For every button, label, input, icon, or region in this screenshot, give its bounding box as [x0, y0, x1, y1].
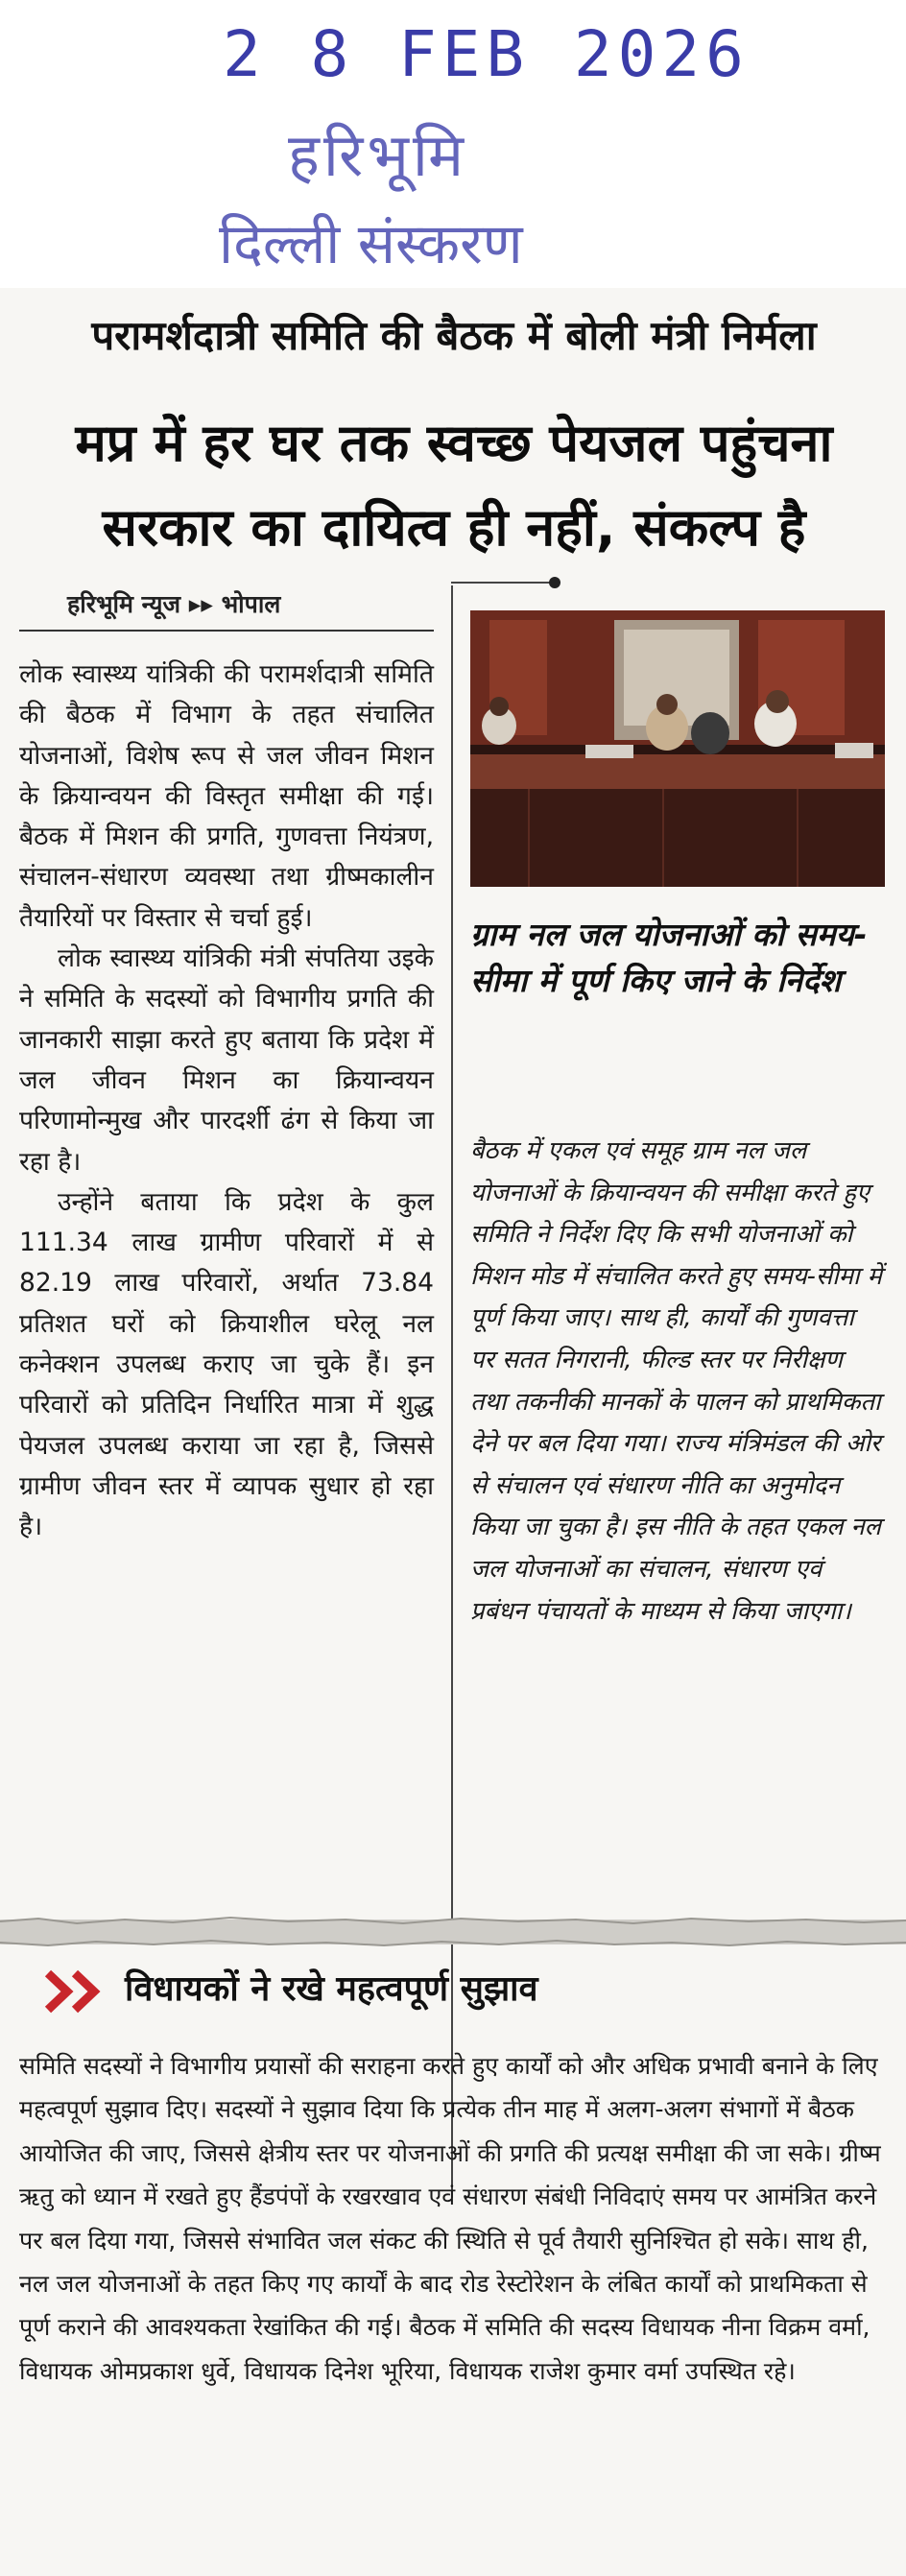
column-rule-dot	[549, 577, 560, 588]
meeting-photo	[470, 610, 885, 887]
byline-rule	[19, 630, 434, 632]
double-chevron-icon	[42, 1968, 109, 2015]
box-heading: विधायकों ने रखे महत्वपूर्ण सुझाव	[125, 1969, 538, 2009]
column-rule-top	[451, 582, 555, 584]
torn-paper-band	[0, 1910, 906, 1954]
left-paragraph-2: लोक स्वास्थ्य यांत्रिकी मंत्री संपतिया उइके ने समिति के सदस्यों को विभागीय प्रगति की जानकारी साझा करते हुए बताया कि प्रदेश में जल जीवन मिशन का क्रियान्वयन परिणामोन्मुख और पारदर्शी ढंग से किया जा रहा है।	[19, 943, 434, 1177]
box-body	[19, 2044, 887, 2393]
stamp-edition: दिल्ली संस्करण	[219, 211, 523, 276]
left-paragraph-3: उन्होंने बताया कि प्रदेश के कुल 111.34 लाख ग्रामीण परिवारों में से 82.19 लाख परिवारों, अर्थात 73.84 प्रतिशत घरों को क्रियाशील घरेलू नल कनेक्शन उपलब्ध कराए जा चुके हैं। इन परिवारों को प्रतिदिन निर्धारित मात्रा में शुद्ध पेयजल उपलब्ध कराया जा रहा है, जिससे ग्रामीण जीवन स्तर में व्यापक सुधार हो रहा है।	[19, 1186, 434, 1542]
article-byline: हरिभूमि न्यूज ▸▸ भोपाल	[67, 590, 281, 618]
sidebar-subheading: ग्राम नल जल योजनाओं को समय-सीमा में पूर्ण किए जाने के निर्देश	[470, 916, 868, 999]
right-paragraph: बैठक में एकल एवं समूह ग्राम नल जल योजनाओं के क्रियान्वयन की समीक्षा करते हुए समिति ने निर्देश दिए कि सभी योजनाओं को मिशन मोड में संचालित करते हुए समय-सीमा में पूर्ण किया जाए। साथ ही, कार्यों की गुणवत्ता पर सतत निगरानी, फील्ड स्तर पर निरीक्षण तथा तकनीकी मानकों के पालन को प्राथमिकता देने पर बल दिया गया। राज्य मंत्रिमंडल की ओर से संचालन एवं संधारण नीति का अनुमोदन किया जा चुका है। इस नीति के तहत एकल नल जल योजनाओं का संचालन, संधारण एवं प्रबंधन पंचायतों के माध्यम से किया जाएगा।	[470, 1136, 882, 1626]
meeting-photo-illustration	[470, 610, 885, 887]
newspaper-clipping	[0, 288, 906, 2576]
headline-line-1: मप्र में हर घर तक स्वच्छ पेयजल पहुंचना	[75, 413, 833, 473]
article-headline	[17, 401, 891, 570]
left-paragraph-1: लोक स्वास्थ्य यांत्रिकी की परामर्शदात्री समिति की बैठक में विभाग के तहत संचालित योजनाओं, विशेष रूप से जल जीवन मिशन के क्रियान्वयन की विस्तृत समीक्षा की गई। बैठक में मिशन की प्रगति, गुणवत्ता नियंत्रण, संचालन-संधारण व्यवस्था तथा ग्रीष्मकालीन तैयारियों पर विस्तार से चर्चा हुई।	[19, 659, 434, 933]
column-rule	[451, 585, 453, 2198]
stamp-date: 2 8 FEB 2026	[223, 17, 750, 91]
right-column	[470, 1131, 885, 1633]
left-column	[19, 655, 434, 1548]
stamp-paper-name: हरिभूमि	[288, 120, 468, 190]
clipping-stamp	[0, 0, 906, 288]
box-paragraph: समिति सदस्यों ने विभागीय प्रयासों की सराहना करते हुए कार्यों को और अधिक प्रभावी बनाने के लिए महत्वपूर्ण सुझाव दिए। सदस्यों ने सुझाव दिया कि प्रत्येक तीन माह में अलग-अलग संभागों में बैठक आयोजित की जाए, जिससे क्षेत्रीय स्तर पर योजनाओं की प्रगति की प्रत्यक्ष समीक्षा की जा सके। ग्रीष्म ऋतु को ध्यान में रखते हुए हैंडपंपों के रखरखाव एवं संधारण संबंधी निविदाएं समय पर आमंत्रित करने पर बल दिया गया, जिससे संभावित जल संकट की स्थिति से पूर्व तैयारी सुनिश्चित हो सके। साथ ही, नल जल योजनाओं के तहत किए गए कार्यों के बाद रोड रेस्टोरेशन के लंबित कार्यों को प्राथमिकता से पूर्ण कराने की आवश्यकता रेखांकित की गई। बैठक में समिति की सदस्य विधायक नीना विक्रम वर्मा, विधायक ओमप्रकाश धुर्वे, विधायक दिनेश भूरिया, विधायक राजेश कुमार वर्मा उपस्थित रहे।	[19, 2052, 881, 2385]
headline-line-2: सरकार का दायित्व ही नहीं, संकल्प है	[102, 497, 806, 558]
article-kicker: परामर्शदात्री समिति की बैठक में बोली मंत्री निर्मला	[91, 312, 817, 359]
